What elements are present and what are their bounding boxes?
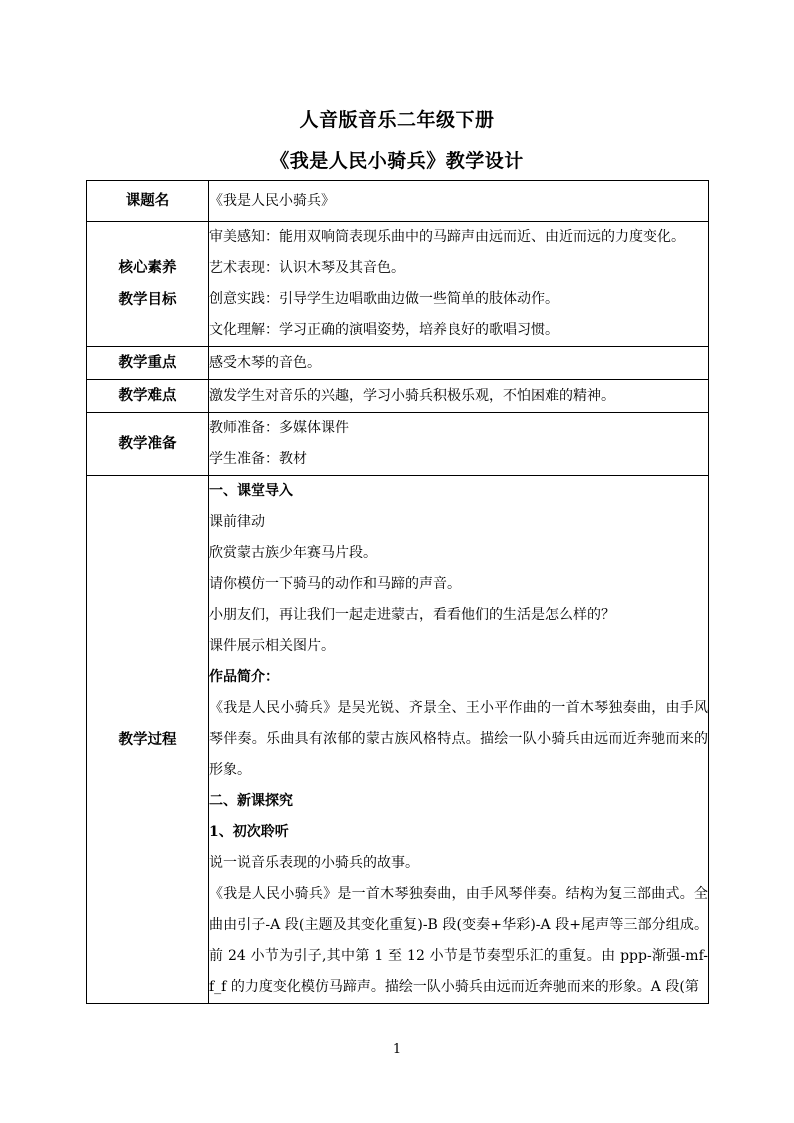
process-line: 请你模仿一下骑马的动作和马蹄的声音。 [209, 576, 461, 592]
preparation-content [209, 413, 709, 476]
table-row-preparation [87, 413, 709, 476]
topic-label: 课题名 [87, 181, 209, 222]
goals-label-line1: 核心素养 [118, 259, 177, 276]
difficulty-value: 激发学生对音乐的兴趣，学习小骑兵积极乐观，不怕困难的精神。 [209, 380, 709, 413]
section-heading: 一、课堂导入 [209, 483, 293, 499]
goals-label [87, 222, 209, 347]
subsection-heading: 1、初次聆听 [209, 824, 289, 840]
key-point-label: 教学重点 [87, 347, 209, 380]
preparation-label: 教学准备 [87, 413, 209, 476]
key-point-value: 感受木琴的音色。 [209, 347, 709, 380]
process-content [209, 476, 709, 1004]
process-line: 欣赏蒙古族少年赛马片段。 [209, 545, 377, 561]
process-line: 说一说音乐表现的小骑兵的故事。 [209, 855, 419, 871]
difficulty-label: 教学难点 [87, 380, 209, 413]
goal-item: 创意实践：引导学生边唱歌曲边做一些简单的肢体动作。 [209, 291, 559, 307]
topic-value: 《我是人民小骑兵》 [209, 181, 709, 222]
goal-item: 艺术表现：认识木琴及其音色。 [209, 260, 405, 276]
goals-label-line2: 教学目标 [118, 291, 177, 308]
lesson-plan-table [86, 180, 709, 1004]
table-row-difficulty [87, 380, 709, 413]
section-heading: 二、新课探究 [209, 793, 293, 809]
process-label: 教学过程 [87, 476, 209, 1004]
intro-heading: 作品简介： [209, 669, 279, 685]
table-row-key-point [87, 347, 709, 380]
table-row-topic [87, 181, 709, 222]
process-line: 小朋友们，再让我们一起走进蒙古，看看他们的生活是怎么样的？ [209, 607, 615, 623]
table-row-goals [87, 222, 709, 347]
student-preparation: 学生准备：教材 [209, 451, 307, 467]
process-line: 课件展示相关图片。 [209, 638, 335, 654]
table-row-process [87, 476, 709, 1004]
process-line: 课前律动 [209, 514, 265, 530]
goal-item: 审美感知：能用双响筒表现乐曲中的马蹄声由远而近、由近而远的力度变化。 [209, 229, 685, 245]
teacher-preparation: 教师准备：多媒体课件 [209, 420, 349, 436]
intro-paragraph: 《我是人民小骑兵》是吴光锐、齐景全、王小平作曲的一首木琴独奏曲，由手风琴伴奏。乐曲具有浓郁的蒙古族风格特点。描绘一队小骑兵由远而近奔驰而来的形象。 [209, 700, 708, 778]
goal-item: 文化理解：学习正确的演唱姿势，培养良好的歌唱习惯。 [209, 322, 559, 338]
lesson-title: 《我是人民小骑兵》教学设计 [270, 150, 524, 172]
analysis-paragraph: 《我是人民小骑兵》是一首木琴独奏曲，由手风琴伴奏。结构为复三部曲式。全曲由引子-A 段(主题及其变化重复)-B 段(变奏+华彩)-A 段+尾声等三部分组成。前 24 小节为引子,其中第 1 至 12 小节是节奏型乐汇的重复。由 ppp-渐强-mf-f_f 的力度变化模仿马蹄声。描绘一队小骑兵由远而近奔驰而来的形象。A 段(第 [209, 886, 708, 995]
document-title: 人音版音乐二年级下册 [299, 109, 495, 131]
page-number: 1 [392, 1042, 402, 1057]
goals-content [209, 222, 709, 347]
